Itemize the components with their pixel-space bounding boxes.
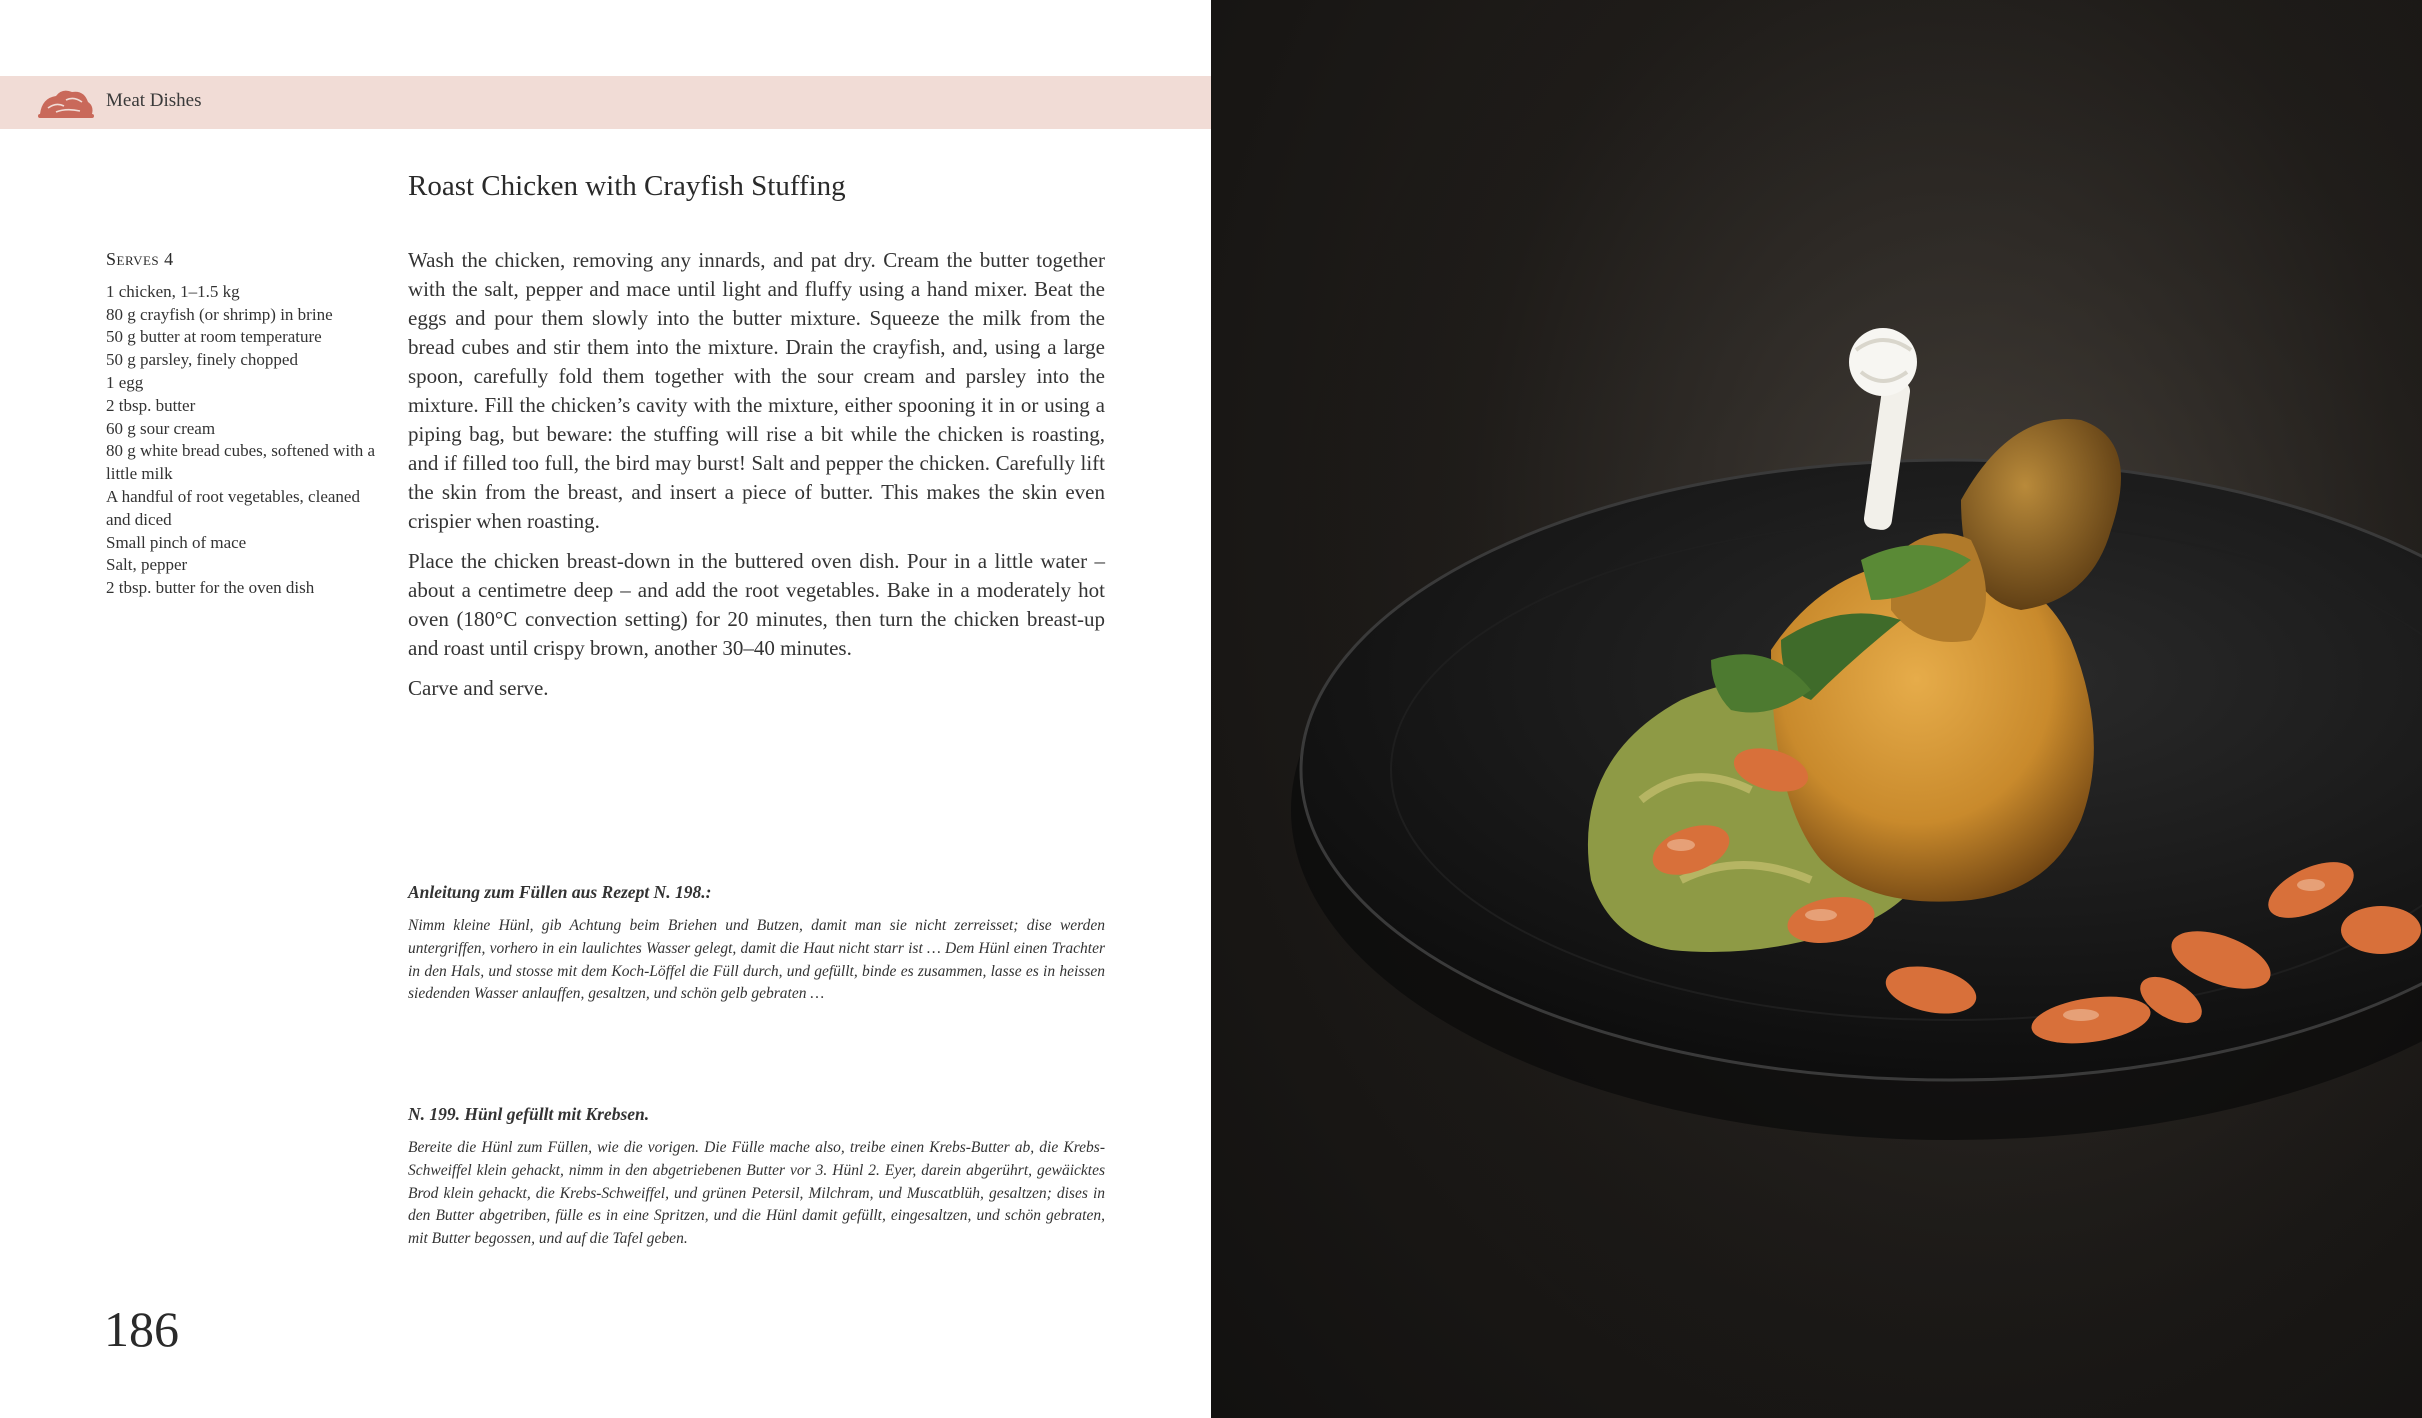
- method-paragraph: Place the chicken breast-down in the buttered oven dish. Pour in a little water – about a centimetre deep – and add the root vegetables. Bake in a moderately hot oven (180°C convection setting) for 20 minutes, then turn the chicken breast-up and roast until crispy brown, another 30–40 minutes.: [408, 549, 1105, 660]
- ingredient-item: 1 chicken, 1–1.5 kg: [106, 281, 240, 301]
- chapter-header-band: [0, 76, 1211, 129]
- historic-text: Bereite die Hünl zum Füllen, wie die vorigen. Die Fülle mache also, treibe einen Krebs-Butter ab, die Krebs-Schweiffel klein gehackt, nimm in den abgetriebenen Butter vor 3. Hünl 2. Eyer, darein abgerührt, gewäicktes Brod klein gehackt, die Krebs-Schweiffel, und grünen Petersil, Milchram, und Muscatblüh, gesaltzen; dises in den Butter abgetriben, fülle es in eine Spritzen, und die Hünl damit gefüllt, eingesaltzen, und schön gebraten, mit Butter begossen, und auf die Tafel geben.: [408, 1139, 1105, 1248]
- recipe-title: Roast Chicken with Crayfish Stuffing: [408, 170, 846, 202]
- historic-recipe-199: [408, 1104, 1105, 1251]
- method-paragraph: Wash the chicken, removing any innards, and pat dry. Cream the butter together with the salt, pepper and mace until light and fluffy using a hand mixer. Beat the eggs and pour them slowly into the butter mixture. Squeeze the milk from the bread cubes and stir them into the mixture. Drain the crayfish, and, using a large spoon, carefully fold them together with the sour cream and parsley into the mixture. Fill the chicken’s cavity with the mixture, either spooning it in or using a piping bag, but beware: the stuffing will rise a bit while the chicken is roasting, and if filled too full, the bird may burst! Salt and pepper the chicken. Carefully lift the skin from the breast, and insert a piece of butter. This makes the skin even crispier when roasting.: [408, 248, 1105, 533]
- ingredient-item: 2 tbsp. butter: [106, 395, 196, 415]
- ingredient-item: Salt, pepper: [106, 555, 188, 575]
- serves-label: Serves 4: [106, 249, 174, 269]
- ingredient-item: 50 g butter at room temperature: [106, 327, 322, 347]
- method-paragraph: Carve and serve.: [408, 676, 549, 700]
- method-text: [408, 246, 1105, 714]
- ingredient-item: A handful of root vegetables, cleaned and diced: [106, 486, 360, 529]
- ingredients-sidebar: [106, 248, 376, 600]
- roast-chicken-plate-photo: [1211, 0, 2422, 1418]
- historic-recipe-198: [408, 882, 1105, 1006]
- page-number: 186: [104, 1301, 179, 1357]
- historic-text: Nimm kleine Hünl, gib Achtung beim Briehen und Butzen, damit man sie nicht zerreisset; dise werden untergriffen, vorhero in ein laulichtes Wasser gelegt, damit die Haut nicht starr ist … Dem Hünl einen Trachter in den Hals, und stosse mit dem Koch-Löffel die Füll durch, und gefüllt, binde es zusammen, lasse es in heissen siedenden Wasser anlauffen, gesaltzen, und schön gelb gebraten …: [408, 917, 1105, 1003]
- ingredient-item: Small pinch of mace: [106, 532, 247, 552]
- photo-illustration: [1211, 0, 2422, 1418]
- historic-heading: N. 199. Hünl gefüllt mit Krebsen.: [408, 1104, 650, 1124]
- chapter-title: Meat Dishes: [106, 90, 202, 111]
- ingredient-list: [106, 281, 376, 600]
- ingredient-item: 1 egg: [106, 372, 144, 392]
- ingredient-item: 60 g sour cream: [106, 418, 216, 438]
- historic-heading: Anleitung zum Füllen aus Rezept N. 198.:: [408, 882, 712, 902]
- ingredient-item: 2 tbsp. butter for the oven dish: [106, 578, 315, 598]
- roast-dish-icon: [36, 84, 96, 122]
- ingredient-item: 50 g parsley, finely chopped: [106, 350, 298, 370]
- ingredient-item: 80 g crayfish (or shrimp) in brine: [106, 304, 333, 324]
- ingredient-item: 80 g white bread cubes, softened with a little milk: [106, 441, 376, 484]
